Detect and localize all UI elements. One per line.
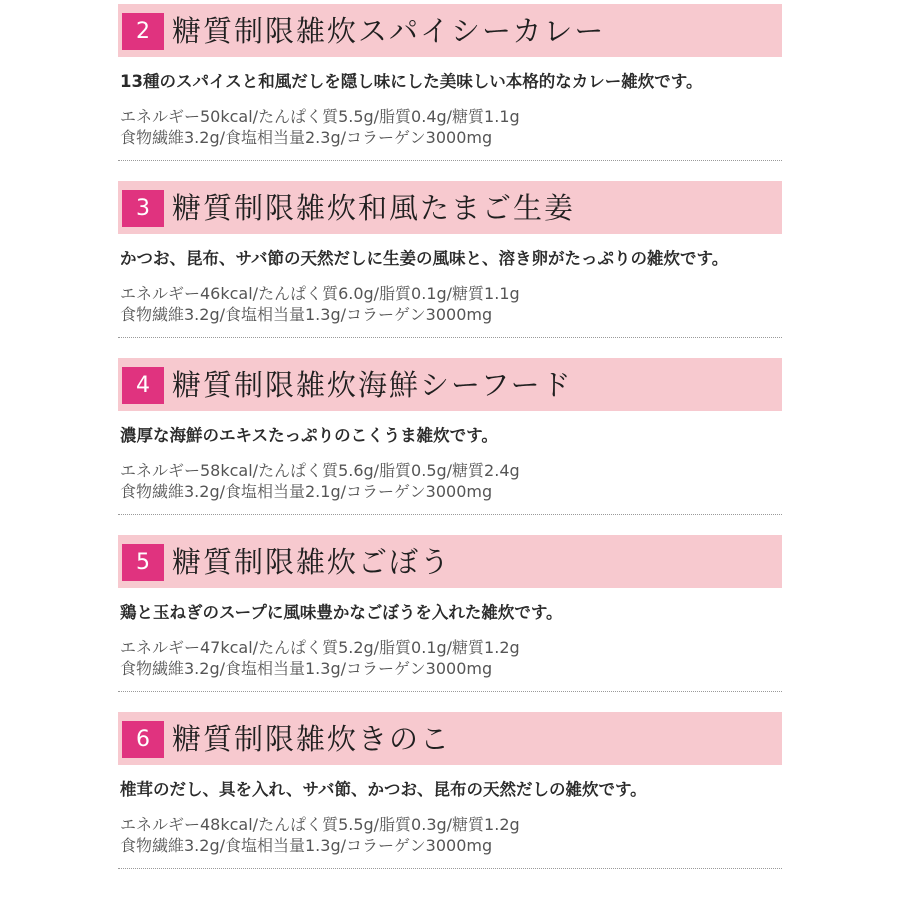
nutrition-line-2: 食物繊維3.2g/食塩相当量1.3g/コラーゲン3000mg bbox=[120, 305, 493, 324]
product-description: 椎茸のだし、具を入れ、サバ節、かつお、昆布の天然だしの雑炊です。 bbox=[120, 780, 647, 799]
section-divider bbox=[118, 691, 782, 692]
nutrition-line-2: 食物繊維3.2g/食塩相当量2.1g/コラーゲン3000mg bbox=[120, 482, 493, 501]
product-description: 鶏と玉ねぎのスープに風味豊かなごぼうを入れた雑炊です。 bbox=[120, 603, 563, 622]
nutrition-line-2: 食物繊維3.2g/食塩相当量1.3g/コラーゲン3000mg bbox=[120, 836, 493, 855]
product-title: 糖質制限雑炊ごぼう bbox=[172, 545, 452, 579]
product-title-bar bbox=[118, 358, 782, 411]
product-title: 糖質制限雑炊スパイシーカレー bbox=[172, 14, 606, 48]
product-title-bar bbox=[118, 535, 782, 588]
section-divider bbox=[118, 160, 782, 161]
product-title-bar bbox=[118, 181, 782, 234]
section-divider bbox=[118, 868, 782, 869]
product-number-badge: 2 bbox=[122, 13, 164, 50]
nutrition-line-2: 食物繊維3.2g/食塩相当量2.3g/コラーゲン3000mg bbox=[120, 128, 493, 147]
nutrition-line-1: エネルギー48kcal/たんぱく質5.5g/脂質0.3g/糖質1.2g bbox=[120, 815, 520, 834]
product-title-bar bbox=[118, 4, 782, 57]
nutrition-line-2: 食物繊維3.2g/食塩相当量1.3g/コラーゲン3000mg bbox=[120, 659, 493, 678]
product-description: かつお、昆布、サバ節の天然だしに生姜の風味と、溶き卵がたっぷりの雑炊です。 bbox=[120, 249, 729, 268]
product-title: 糖質制限雑炊和風たまご生姜 bbox=[172, 191, 576, 225]
product-number-badge: 6 bbox=[122, 721, 164, 758]
nutrition-line-1: エネルギー46kcal/たんぱく質6.0g/脂質0.1g/糖質1.1g bbox=[120, 284, 520, 303]
nutrition-line-1: エネルギー58kcal/たんぱく質5.6g/脂質0.5g/糖質2.4g bbox=[120, 461, 520, 480]
section-divider bbox=[118, 514, 782, 515]
product-description: 濃厚な海鮮のエキスたっぷりのこくうま雑炊です。 bbox=[120, 426, 498, 445]
nutrition-line-1: エネルギー47kcal/たんぱく質5.2g/脂質0.1g/糖質1.2g bbox=[120, 638, 520, 657]
product-number-badge: 5 bbox=[122, 544, 164, 581]
nutrition-line-1: エネルギー50kcal/たんぱく質5.5g/脂質0.4g/糖質1.1g bbox=[120, 107, 520, 126]
product-title: 糖質制限雑炊きのこ bbox=[172, 722, 452, 756]
product-description: 13種のスパイスと和風だしを隠し味にした美味しい本格的なカレー雑炊です。 bbox=[120, 72, 703, 91]
section-divider bbox=[118, 337, 782, 338]
product-number-badge: 3 bbox=[122, 190, 164, 227]
product-number-badge: 4 bbox=[122, 367, 164, 404]
product-title: 糖質制限雑炊海鮮シーフード bbox=[172, 368, 573, 402]
product-title-bar bbox=[118, 712, 782, 765]
